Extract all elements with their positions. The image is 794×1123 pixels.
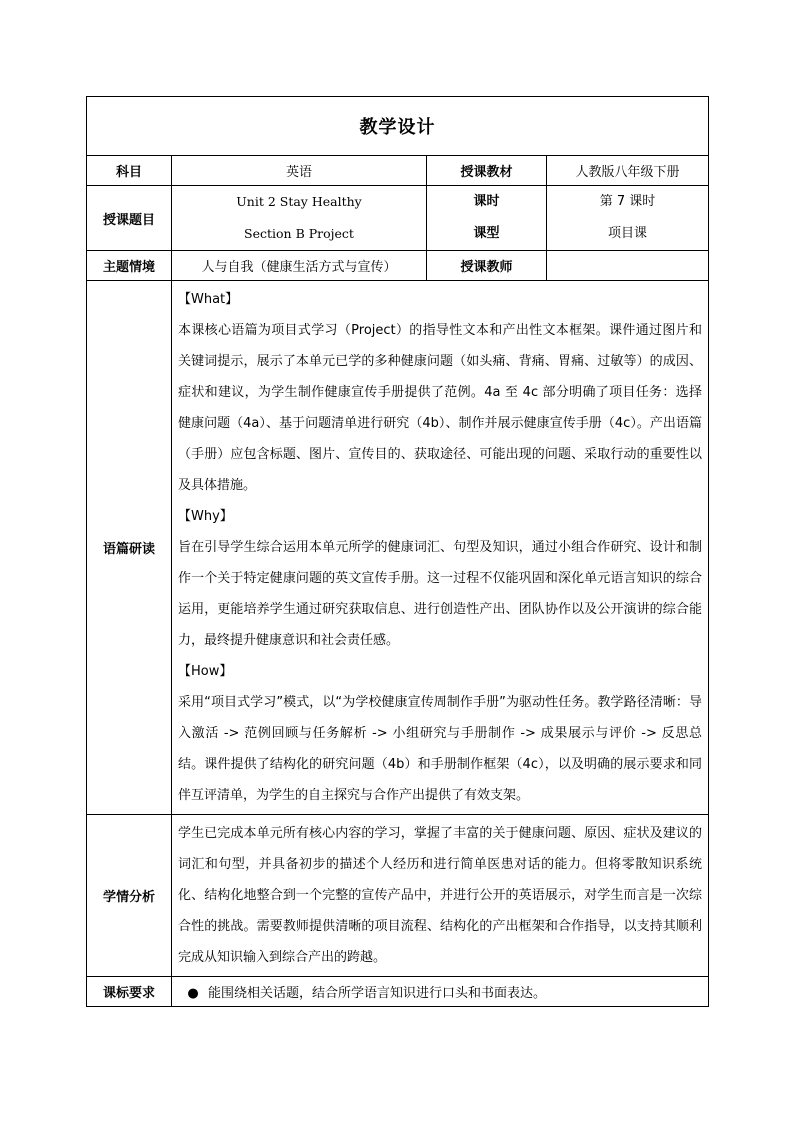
- type-label: 课型: [473, 226, 500, 241]
- subject-label: 科目: [87, 156, 172, 186]
- textbook-value: 人教版八年级下册: [547, 156, 709, 186]
- text-analysis-label: 语篇研读: [87, 281, 172, 815]
- period-type-labels: [427, 186, 547, 251]
- learner-analysis-paragraph: 学生已完成本单元所有核心内容的学习，掌握了丰富的关于健康问题、原因、症状及建议的词汇和句型，并具备初步的描述个人经历和进行简单医患对话的能力。但将零散知识系统化、结构化地整合到一个完整的宣传产品中，并进行公开的英语展示，对学生而言是一次综合性的挑战。需要教师提供清晰的项目流程、结构化的产出框架和合作指导，以支持其顺利完成从知识输入到综合产出的跨越。: [178, 826, 702, 965]
- teacher-label: 授课教师: [427, 251, 547, 281]
- what-heading: 【What】: [178, 292, 239, 307]
- curriculum-standard-label: 课标要求: [87, 977, 172, 1007]
- teacher-value: [547, 251, 709, 281]
- bullet-icon: ●: [187, 986, 199, 1001]
- subject-value: 英语: [172, 156, 427, 186]
- topic-line-section: Section B Project: [244, 226, 354, 241]
- period-value: 第 7 课时: [599, 194, 656, 209]
- how-heading: 【How】: [178, 664, 233, 679]
- title-row: [87, 97, 709, 156]
- topic-value: [172, 186, 427, 251]
- why-paragraph: 旨在引导学生综合运用本单元所学的健康词汇、句型及知识，通过小组合作研究、设计和制作一个关于特定健康问题的英文宣传手册。这一过程不仅能巩固和深化单元语言知识的综合运用，更能培养学生通过研究获取信息、进行创造性产出、团队协作以及公开演讲的综合能力，最终提升健康意识和社会责任感。: [178, 540, 702, 648]
- lesson-plan-table: [86, 96, 709, 1007]
- how-paragraph: 采用“项目式学习”模式，以“为学校健康宣传周制作手册”为驱动性任务。教学路径清晰：导入激活 -> 范例回顾与任务解析 -> 小组研究与手册制作 -> 成果展示与评价 -> 反思总结。课件提供了结构化的研究问题（4b）和手册制作框架（4c），以及明确的展示要求和同伴互评清单，为学生的自主探究与合作产出提供了有效支架。: [178, 695, 702, 803]
- period-label: 课时: [473, 194, 500, 209]
- theme-row: [87, 251, 709, 281]
- learner-analysis-content: [172, 815, 709, 977]
- topic-label: 授课题目: [87, 186, 172, 251]
- curriculum-standard-content: [172, 977, 709, 1007]
- curriculum-standard-row: [87, 977, 709, 1007]
- learner-analysis-row: [87, 815, 709, 977]
- textbook-label: 授课教材: [427, 156, 547, 186]
- curriculum-standard-text: 能围绕相关话题，结合所学语言知识进行口头和书面表达。: [208, 986, 547, 1001]
- text-analysis-content: [172, 281, 709, 815]
- period-type-values: [547, 186, 709, 251]
- subject-row: [87, 156, 709, 186]
- text-analysis-row: [87, 281, 709, 815]
- why-heading: 【Why】: [178, 509, 233, 524]
- document-title: 教学设计: [87, 97, 709, 156]
- theme-value: 人与自我（健康生活方式与宣传）: [172, 251, 427, 281]
- topic-row: [87, 186, 709, 251]
- what-paragraph: 本课核心语篇为项目式学习（Project）的指导性文本和产出性文本框架。课件通过图片和关键词提示，展示了本单元已学的多种健康问题（如头痛、背痛、胃痛、过敏等）的成因、症状和建议，为学生制作健康宣传手册提供了范例。4a 至 4c 部分明确了项目任务：选择健康问题（4a）、基于问题清单进行研究（4b）、制作并展示健康宣传手册（4c）。产出语篇（手册）应包含标题、图片、宣传目的、获取途径、可能出现的问题、采取行动的重要性以及具体措施。: [178, 323, 702, 493]
- theme-label: 主题情境: [87, 251, 172, 281]
- learner-analysis-label: 学情分析: [87, 815, 172, 977]
- type-value: 项目课: [607, 226, 647, 241]
- topic-line-unit: Unit 2 Stay Healthy: [236, 194, 362, 209]
